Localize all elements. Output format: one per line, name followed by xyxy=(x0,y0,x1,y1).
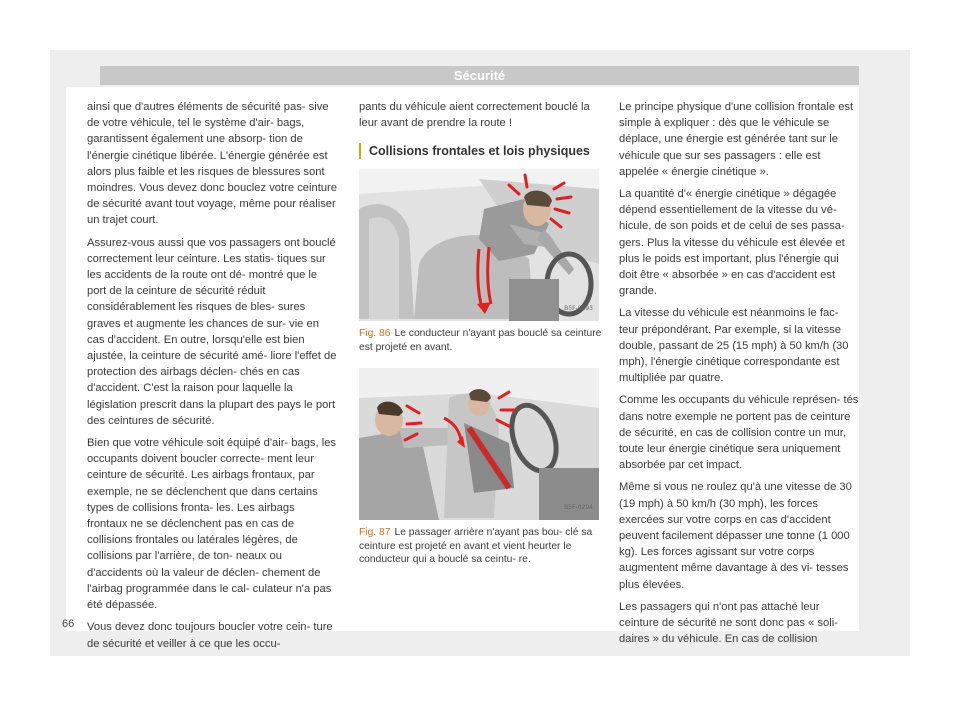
figure-caption xyxy=(359,526,602,567)
paragraph: Assurez-vous aussi que vos passagers ont bouclé correctement leur ceinture. Les statis- tiques sur les accidents de la route ont dé- montré que le port de la ceinture de sécurité réduit considérablement les risques de bles- sures graves et augmente les chances de sur- vie en cas d'accident. En outre, lorsqu'elle est bien ajustée, la ceinture de sécurité amé- liore l'effet de protection des airbags déclen- chés en cas d'accident. C'est la raison pour laquelle la législation prescrit dans la plupart des pays le port des ceintures de sécurité. xyxy=(87,236,337,427)
paragraph: La vitesse du véhicule est néanmoins le fac- teur prépondérant. Par exemple, si la vitesse double, passant de 25 (15 mph) à 50 km/h (30 mph), l'énergie cinétique correspondante est multipliée par quatre. xyxy=(619,307,849,385)
section-header: Sécurité xyxy=(100,66,859,85)
paragraph: Comme les occupants du véhicule représen- tés dans notre exemple ne portent pas de ceinture de sécurité, en cas de collision contre un mur, toute leur énergie cinétique sera uniquement absorbée par cet impact. xyxy=(619,394,859,472)
text-column-right xyxy=(619,99,859,654)
caption-text: Le passager arrière n'ayant pas bou- clé sa ceinture est projeté en avant et vient heurter le conducteur qui a bouclé sa ceintu- re. xyxy=(359,527,593,566)
text-column-middle xyxy=(359,99,602,567)
paragraph: Le principe physique d'une collision frontale est simple à expliquer : dès que le véhicule se déplace, une énergie est générée tant sur le véhicule que sur ses passagers : elle est appelée « énergie cinétique ». xyxy=(619,101,854,178)
section-title: Collisions frontales et lois physiques xyxy=(359,143,602,159)
caption-text: Le conducteur n'ayant pas bouclé sa ceinture est projeté en avant. xyxy=(359,328,602,353)
figure-code: B5F-0293 xyxy=(564,305,593,313)
driver-illustration xyxy=(359,169,599,321)
figure-caption xyxy=(359,327,602,354)
text-column-left xyxy=(87,99,337,658)
paragraph: La quantité d'« énergie cinétique » dégagée dépend essentiellement de la vitesse du vé- hicule, de son poids et de celui de ses passa- gers. Plus la vitesse du véhicule est élevée et plus le poids est important, plus l'énergie qui doit être « absorbée » en cas d'accident est grande. xyxy=(619,188,845,298)
figure-87 xyxy=(359,368,599,520)
paragraph: pants du véhicule aient correctement bouclé la leur avant de prendre la route ! xyxy=(359,101,590,130)
figure-86 xyxy=(359,169,599,321)
paragraph: ainsi que d'autres éléments de sécurité pas- sive de votre véhicule, tel le système d'air- bags, garantissent également une absorp- tion de l'énergie cinétique libérée. L'énergie générée est alors plus faible et les risques de blessures sont moindres. Vous devez donc bouclez votre ceinture de sécurité avant tout voyage, même pour réaliser un trajet court. xyxy=(87,101,337,227)
figure-code: B5F-0294 xyxy=(564,504,593,512)
page-number: 66 xyxy=(62,618,75,630)
rear-passenger-illustration xyxy=(359,368,599,520)
figure-label: Fig. 87 xyxy=(359,527,391,539)
paragraph: Les passagers qui n'ont pas attaché leur ceinture de sécurité ne sont donc pas « soli- daires » du véhicule. En cas de collision xyxy=(619,600,838,646)
paragraph: Même si vous ne roulez qu'à une vitesse de 30 (19 mph) à 50 km/h (30 mph), les forces exercées sur votre corps en cas d'accident peuvent facilement dépasser une tonne (1 000 kg). Les forces agissant sur votre corps augmentent même davantage à des vi- tesses plus élevées. xyxy=(619,481,852,591)
paragraph: Vous devez donc toujours boucler votre cein- ture de sécurité et veiller à ce que les occu- xyxy=(87,621,333,650)
figure-label: Fig. 86 xyxy=(359,328,391,340)
page-content xyxy=(66,87,859,650)
paragraph: Bien que votre véhicule soit équipé d'air- bags, les occupants doivent boucler correcte- ment leur ceinture de sécurité. Les airbags frontaux, par exemple, ne se déclenchent que dans certains types de collisions fronta- les. Les airbags frontaux ne se déclenchent pas en cas de collisions frontales ou latérales légères, de collisions par l'arrière, de ton- neaux ou d'accidents où la valeur de déclen- chement de l'airbag programmée dans le cal- culateur n'a pas été dépassée. xyxy=(87,437,337,612)
